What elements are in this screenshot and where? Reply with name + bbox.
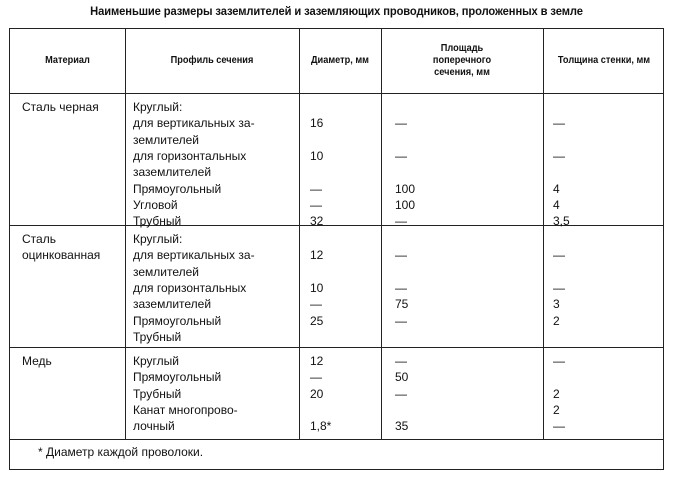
material-cell: Сталь оцинкованная <box>22 232 101 263</box>
profile-line: для горизонтальных <box>133 148 247 163</box>
group-divider <box>10 347 663 348</box>
diameter-cell: 12 <box>310 248 324 263</box>
thickness-cell: 3,5 <box>553 214 570 229</box>
table-title: Наименьшие размеры заземлителей и заземляющих проводников, проложенных в земле <box>90 4 583 18</box>
diameter-cell: — <box>310 370 322 385</box>
profile-line: лочный <box>133 419 175 434</box>
area-cell: — <box>395 354 407 368</box>
thickness-cell: — <box>553 419 565 434</box>
diameter-cell: 20 <box>310 386 324 401</box>
area-cell: 100 <box>395 197 416 212</box>
thickness-cell: — <box>553 116 565 131</box>
profile-line: Трубный <box>133 329 182 344</box>
diameter-cell: 1,8* <box>310 419 332 434</box>
area-cell: 75 <box>395 297 409 312</box>
profile-line: Круглый: <box>133 232 183 246</box>
profile-line: Канат многопрово- <box>133 402 238 417</box>
thickness-cell: — <box>553 354 565 368</box>
area-cell: 100 <box>395 181 416 196</box>
header-thickness: Толщина стенки, мм <box>557 55 651 66</box>
profile-line: Прямоугольный <box>133 181 222 196</box>
area-cell: 50 <box>395 370 409 385</box>
column-divider <box>543 29 544 439</box>
header-profile: Профиль сечения <box>170 55 254 66</box>
profile-line: Трубный <box>133 386 182 401</box>
profile-line: Круглый <box>133 354 179 368</box>
thickness-cell: 2 <box>553 313 560 328</box>
column-divider <box>125 29 126 439</box>
area-cell: — <box>395 214 407 229</box>
material-cell: Медь <box>22 354 52 368</box>
thickness-cell: — <box>553 280 565 295</box>
diameter-cell: 16 <box>310 116 324 131</box>
profile-line: для вертикальных за- <box>133 248 255 263</box>
footnote: * Диаметр каждой проволоки. <box>38 445 204 459</box>
profile-line: Угловой <box>133 197 178 212</box>
profile-line: для вертикальных за- <box>133 116 255 131</box>
diameter-cell: — <box>310 181 322 196</box>
diameter-cell: 10 <box>310 280 324 295</box>
thickness-cell: 2 <box>553 402 560 417</box>
area-cell: — <box>395 116 407 131</box>
column-divider <box>299 29 300 439</box>
header-material: Материал <box>45 55 90 66</box>
thickness-cell: — <box>553 248 565 263</box>
profile-line: заземлителей <box>133 165 212 180</box>
area-cell: — <box>395 313 407 328</box>
footnote-divider <box>10 439 663 440</box>
profile-line: Трубный <box>133 214 182 229</box>
diameter-cell: 32 <box>310 214 324 229</box>
profile-line: землителей <box>133 132 200 147</box>
diameter-cell: — <box>310 297 322 312</box>
diameter-cell: 10 <box>310 148 324 163</box>
thickness-cell: 2 <box>553 386 560 401</box>
profile-line: заземлителей <box>133 297 212 312</box>
profile-line: Круглый: <box>133 100 183 114</box>
header-diameter: Диаметр, мм <box>311 55 369 66</box>
grounding-table <box>9 28 664 470</box>
area-cell: — <box>395 386 407 401</box>
area-cell: 35 <box>395 419 409 434</box>
diameter-cell: 25 <box>310 313 324 328</box>
profile-line: Прямоугольный <box>133 313 222 328</box>
header-area: Площадь поперечного сечения, мм <box>432 43 492 78</box>
profile-line: землителей <box>133 264 200 279</box>
thickness-cell: 4 <box>553 181 560 196</box>
header-divider <box>10 93 663 94</box>
area-cell: — <box>395 248 407 263</box>
thickness-cell: — <box>553 148 565 163</box>
material-cell: Сталь черная <box>22 100 99 114</box>
profile-line: для горизонтальных <box>133 280 247 295</box>
area-cell: — <box>395 280 407 295</box>
profile-line: Прямоугольный <box>133 370 222 385</box>
thickness-cell: 4 <box>553 197 560 212</box>
diameter-cell: — <box>310 197 322 212</box>
diameter-cell: 12 <box>310 354 324 368</box>
area-cell: — <box>395 148 407 163</box>
thickness-cell: 3 <box>553 297 560 312</box>
column-divider <box>381 29 382 439</box>
